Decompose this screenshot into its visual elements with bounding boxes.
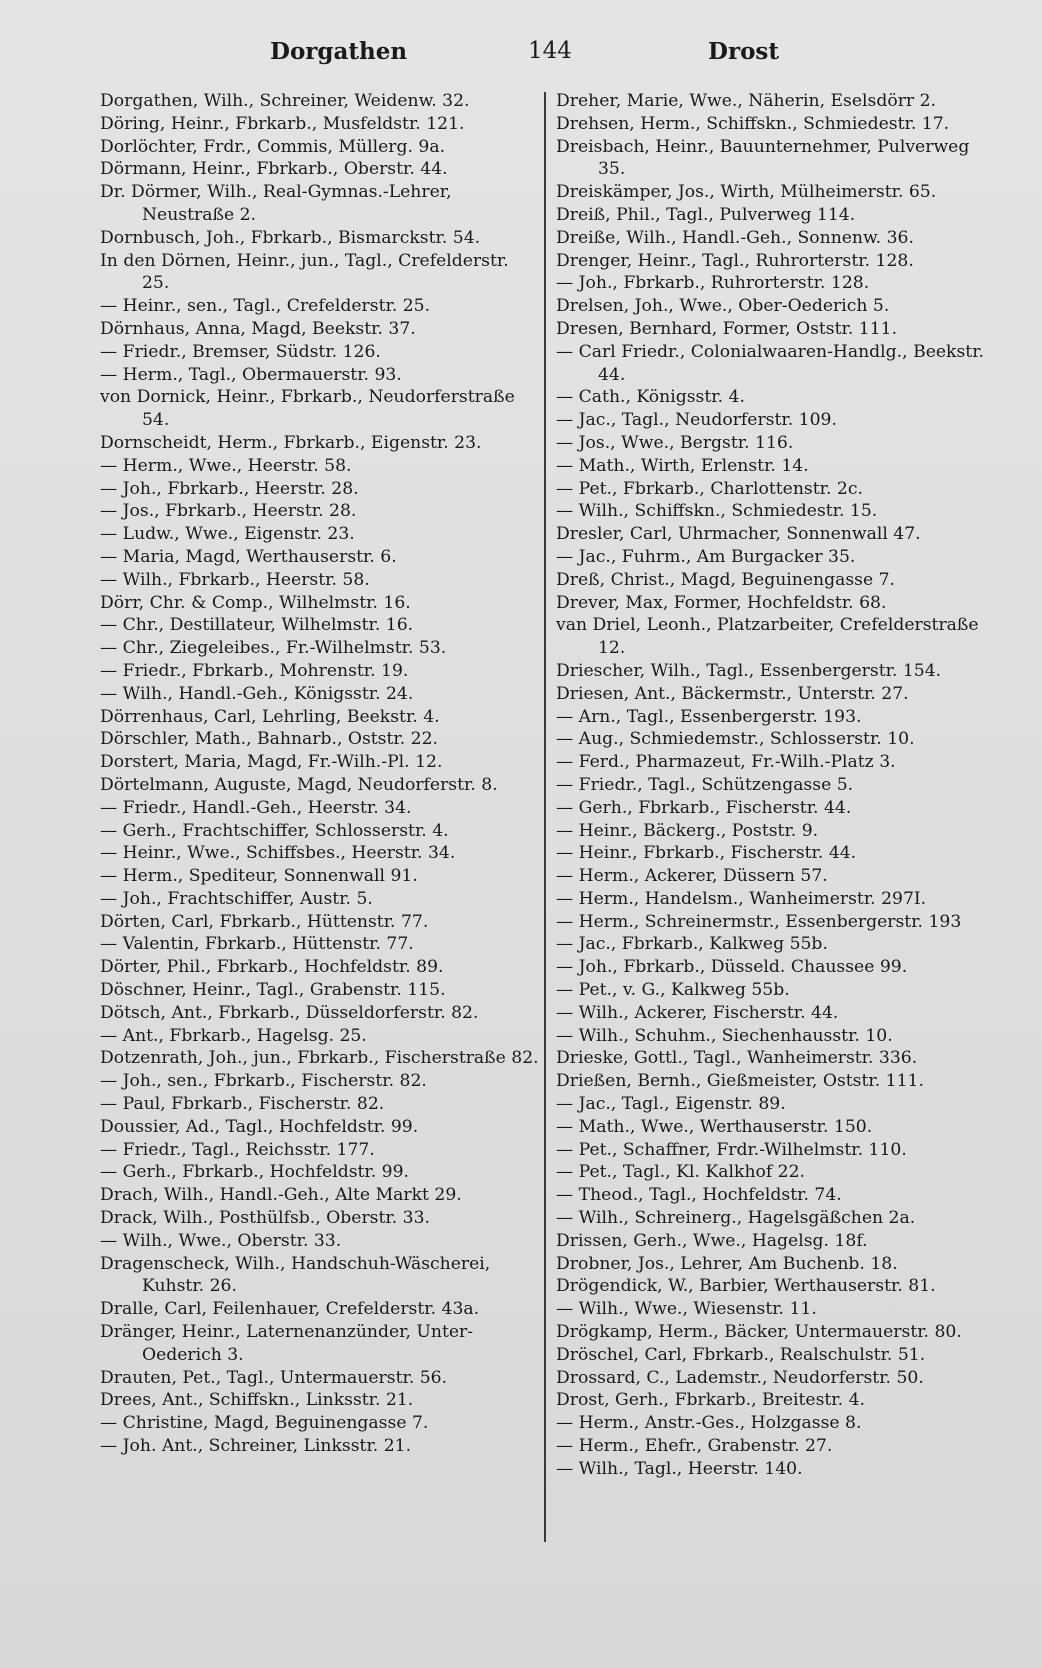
directory-entry: Dreisbach, Heinr., Bauunternehmer, Pulverweg 35. (556, 136, 970, 180)
directory-entry: Drießen, Bernh., Gießmeister, Oststr. 111. (556, 1071, 924, 1092)
directory-entry: — Friedr., Fbrkarb., Mohrenstr. 19. (100, 660, 409, 681)
column-divider (544, 92, 546, 1542)
directory-entry: Dörr, Chr. & Comp., Wilhelmstr. 16. (100, 592, 411, 613)
directory-entry: — Herm., Ehefr., Grabenstr. 27. (556, 1436, 833, 1457)
directory-entry: — Chr., Ziegeleibes., Fr.-Wilhelmstr. 53. (100, 638, 447, 659)
directory-entry: — Friedr., Tagl., Schützengasse 5. (556, 774, 854, 795)
directory-entry: — Math., Wwe., Werthauserstr. 150. (556, 1116, 873, 1137)
directory-entry: Döring, Heinr., Fbrkarb., Musfeldstr. 121. (100, 113, 465, 134)
right-column (556, 90, 996, 1481)
directory-entry: — Friedr., Tagl., Reichsstr. 177. (100, 1139, 375, 1160)
directory-entry: Drögendick, W., Barbier, Werthauserstr. 81. (556, 1276, 936, 1297)
directory-entry: Drissen, Gerh., Wwe., Hagelsg. 18f. (556, 1230, 868, 1251)
directory-entry: van Driel, Leonh., Platzarbeiter, Crefelderstraße 12. (556, 615, 979, 659)
directory-entry: Dörtelmann, Auguste, Magd, Neudorferstr. 8. (100, 774, 498, 795)
directory-entry: Dörschler, Math., Bahnarb., Oststr. 22. (100, 729, 438, 750)
directory-entry: — Heinr., sen., Tagl., Crefelderstr. 25. (100, 296, 431, 317)
directory-entry: Dreiskämper, Jos., Wirth, Mülheimerstr. 65. (556, 182, 937, 203)
directory-entry: — Math., Wirth, Erlenstr. 14. (556, 455, 809, 476)
directory-entry: — Herm., Spediteur, Sonnenwall 91. (100, 866, 418, 887)
directory-entry: Drever, Max, Former, Hochfeldstr. 68. (556, 592, 887, 613)
directory-entry: Dreiße, Wilh., Handl.-Geh., Sonnenw. 36. (556, 227, 914, 248)
directory-entry: — Joh., Frachtschiffer, Austr. 5. (100, 888, 373, 909)
directory-entry: — Pet., Tagl., Kl. Kalkhof 22. (556, 1162, 806, 1183)
directory-entry: — Aug., Schmiedemstr., Schlosserstr. 10. (556, 729, 915, 750)
directory-entry: — Joh. Ant., Schreiner, Linksstr. 21. (100, 1436, 412, 1457)
directory-entry: — Paul, Fbrkarb., Fischerstr. 82. (100, 1094, 385, 1115)
directory-entry: Drieske, Gottl., Tagl., Wanheimerstr. 336. (556, 1048, 918, 1069)
directory-entry: Drobner, Jos., Lehrer, Am Buchenb. 18. (556, 1253, 898, 1274)
directory-entry: — Wilh., Wwe., Wiesenstr. 11. (556, 1299, 817, 1320)
directory-entry: Drach, Wilh., Handl.-Geh., Alte Markt 29. (100, 1185, 462, 1206)
directory-entry: Driesen, Ant., Bäckermstr., Unterstr. 27. (556, 683, 909, 704)
directory-entry: Dreiß, Phil., Tagl., Pulverweg 114. (556, 204, 856, 225)
directory-entry: Dörrenhaus, Carl, Lehrling, Beekstr. 4. (100, 706, 440, 727)
directory-entry: — Wilh., Ackerer, Fischerstr. 44. (556, 1002, 839, 1023)
directory-entry: — Herm., Tagl., Obermauerstr. 93. (100, 364, 402, 385)
directory-entry: — Cath., Königsstr. 4. (556, 387, 745, 408)
directory-entry: — Wilh., Schuhm., Siechenhausstr. 10. (556, 1025, 893, 1046)
directory-entry: Dörmann, Heinr., Fbrkarb., Oberstr. 44. (100, 159, 448, 180)
directory-entry: — Christine, Magd, Beguinengasse 7. (100, 1413, 429, 1434)
directory-entry: — Herm., Schreinermstr., Essenbergerstr. 193 (556, 911, 962, 932)
directory-entry: — Herm., Anstr.-Ges., Holzgasse 8. (556, 1413, 862, 1434)
directory-entry: — Jos., Wwe., Bergstr. 116. (556, 432, 794, 453)
directory-entry: Dresen, Bernhard, Former, Oststr. 111. (556, 318, 898, 339)
directory-entry: — Friedr., Bremser, Südstr. 126. (100, 341, 381, 362)
directory-entry: — Heinr., Bäckerg., Poststr. 9. (556, 820, 819, 841)
directory-entry: Dörter, Phil., Fbrkarb., Hochfeldstr. 89. (100, 957, 444, 978)
directory-entry: — Gerh., Frachtschiffer, Schlosserstr. 4. (100, 820, 449, 841)
directory-entry: Dr. Dörmer, Wilh., Real-Gymnas.-Lehrer, Neustraße 2. (100, 182, 452, 225)
directory-entry: — Ferd., Pharmazeut, Fr.-Wilh.-Platz 3. (556, 752, 896, 773)
directory-entry: — Jac., Fbrkarb., Kalkweg 55b. (556, 934, 828, 955)
directory-entry: — Joh., sen., Fbrkarb., Fischerstr. 82. (100, 1071, 427, 1092)
directory-entry: Drack, Wilh., Posthülfsb., Oberstr. 33. (100, 1208, 430, 1229)
directory-entry: Drenger, Heinr., Tagl., Ruhrorterstr. 128. (556, 250, 914, 271)
directory-entry: — Wilh., Wwe., Oberstr. 33. (100, 1230, 342, 1251)
left-column (100, 90, 540, 1458)
directory-entry: — Joh., Fbrkarb., Heerstr. 28. (100, 478, 359, 499)
directory-entry: — Herm., Handelsm., Wanheimerstr. 297I. (556, 888, 927, 909)
directory-entry: Dragenscheck, Wilh., Handschuh-Wäscherei, Kuhstr. 26. (100, 1253, 491, 1297)
directory-entry: Dränger, Heinr., Laternenanzünder, Unter-Oederich 3. (100, 1322, 474, 1365)
directory-entry: Doussier, Ad., Tagl., Hochfeldstr. 99. (100, 1116, 419, 1137)
directory-entry: — Pet., Fbrkarb., Charlottenstr. 2c. (556, 478, 863, 499)
directory-entry: — Jos., Fbrkarb., Heerstr. 28. (100, 501, 357, 522)
directory-entry: Drehsen, Herm., Schiffskn., Schmiedestr. 17. (556, 113, 950, 134)
directory-entry: — Ant., Fbrkarb., Hagelsg. 25. (100, 1025, 367, 1046)
directory-entry: von Dornick, Heinr., Fbrkarb., Neudorferstraße 54. (100, 387, 515, 431)
directory-entry: — Heinr., Wwe., Schiffsbes., Heerstr. 34. (100, 843, 456, 864)
directory-entry: — Wilh., Fbrkarb., Heerstr. 58. (100, 569, 370, 590)
directory-entry: — Wilh., Tagl., Heerstr. 140. (556, 1458, 803, 1479)
directory-entry: — Friedr., Handl.-Geh., Heerstr. 34. (100, 797, 412, 818)
page-number: 144 (528, 38, 572, 64)
directory-entry: — Herm., Ackerer, Düssern 57. (556, 866, 828, 887)
directory-entry: Driescher, Wilh., Tagl., Essenbergerstr. 154. (556, 660, 942, 681)
directory-entry: Drauten, Pet., Tagl., Untermauerstr. 56. (100, 1367, 448, 1388)
directory-entry: Drögkamp, Herm., Bäcker, Untermauerstr. 80. (556, 1322, 962, 1343)
directory-entry: — Wilh., Schiffskn., Schmiedestr. 15. (556, 501, 878, 522)
directory-entry: Dörten, Carl, Fbrkarb., Hüttenstr. 77. (100, 911, 429, 932)
directory-entry: Drelsen, Joh., Wwe., Ober-Oederich 5. (556, 296, 890, 317)
directory-entry: — Heinr., Fbrkarb., Fischerstr. 44. (556, 843, 857, 864)
directory-entry: Dörnhaus, Anna, Magd, Beekstr. 37. (100, 318, 416, 339)
directory-entry: — Gerh., Fbrkarb., Fischerstr. 44. (556, 797, 852, 818)
directory-entry: Dralle, Carl, Feilenhauer, Crefelderstr. 43a. (100, 1299, 480, 1320)
directory-entry: Döschner, Heinr., Tagl., Grabenstr. 115. (100, 980, 446, 1001)
directory-entry: Dorlöchter, Frdr., Commis, Müllerg. 9a. (100, 136, 446, 157)
directory-entry: — Pet., Schaffner, Frdr.-Wilhelmstr. 110. (556, 1139, 907, 1160)
directory-entry: Dotzenrath, Joh., jun., Fbrkarb., Fischerstraße 82. (100, 1048, 539, 1069)
directory-entry: Dorgathen, Wilh., Schreiner, Weidenw. 32. (100, 91, 470, 111)
directory-entry: Dornbusch, Joh., Fbrkarb., Bismarckstr. 54. (100, 227, 481, 248)
directory-entry: — Joh., Fbrkarb., Ruhrorterstr. 128. (556, 273, 870, 294)
directory-entry: Dreß, Christ., Magd, Beguinengasse 7. (556, 569, 896, 590)
directory-entry: — Pet., v. G., Kalkweg 55b. (556, 980, 790, 1001)
directory-entry: Drost, Gerh., Fbrkarb., Breitestr. 4. (556, 1390, 865, 1411)
directory-entry: — Jac., Fuhrm., Am Burgacker 35. (556, 546, 856, 567)
page-header (0, 38, 1042, 78)
directory-entry: — Joh., Fbrkarb., Düsseld. Chaussee 99. (556, 957, 908, 978)
directory-entry: — Theod., Tagl., Hochfeldstr. 74. (556, 1185, 842, 1206)
directory-entry: — Chr., Destillateur, Wilhelmstr. 16. (100, 615, 414, 636)
directory-entry: Dreher, Marie, Wwe., Näherin, Eselsdörr 2. (556, 91, 936, 111)
directory-entry: — Carl Friedr., Colonialwaaren-Handlg., Beekstr. 44. (556, 341, 984, 385)
header-right-keyword: Drost (708, 38, 779, 65)
directory-entry: Dötsch, Ant., Fbrkarb., Düsseldorferstr. 82. (100, 1002, 479, 1023)
directory-entry: Dresler, Carl, Uhrmacher, Sonnenwall 47. (556, 524, 921, 545)
directory-entry: Dornscheidt, Herm., Fbrkarb., Eigenstr. 23. (100, 432, 482, 453)
directory-entry: In den Dörnen, Heinr., jun., Tagl., Crefelderstr. 25. (100, 250, 509, 294)
directory-entry: — Herm., Wwe., Heerstr. 58. (100, 455, 352, 476)
directory-entry: Drossard, C., Lademstr., Neudorferstr. 50. (556, 1367, 924, 1388)
directory-entry: — Arn., Tagl., Essenbergerstr. 193. (556, 706, 862, 727)
directory-entry: — Wilh., Schreinerg., Hagelsgäßchen 2a. (556, 1208, 916, 1229)
directory-entry: Dorstert, Maria, Magd, Fr.-Wilh.-Pl. 12. (100, 752, 443, 773)
directory-entry: — Valentin, Fbrkarb., Hüttenstr. 77. (100, 934, 414, 955)
directory-entry: — Ludw., Wwe., Eigenstr. 23. (100, 524, 355, 545)
directory-entry: — Wilh., Handl.-Geh., Königsstr. 24. (100, 683, 414, 704)
directory-entry: — Jac., Tagl., Eigenstr. 89. (556, 1094, 786, 1115)
directory-entry: Drees, Ant., Schiffskn., Linksstr. 21. (100, 1390, 414, 1411)
directory-entry: — Maria, Magd, Werthauserstr. 6. (100, 546, 397, 567)
header-left-keyword: Dorgathen (270, 38, 408, 65)
directory-entry: — Gerh., Fbrkarb., Hochfeldstr. 99. (100, 1162, 410, 1183)
directory-entry: — Jac., Tagl., Neudorferstr. 109. (556, 410, 837, 431)
directory-entry: Dröschel, Carl, Fbrkarb., Realschulstr. 51. (556, 1344, 926, 1365)
